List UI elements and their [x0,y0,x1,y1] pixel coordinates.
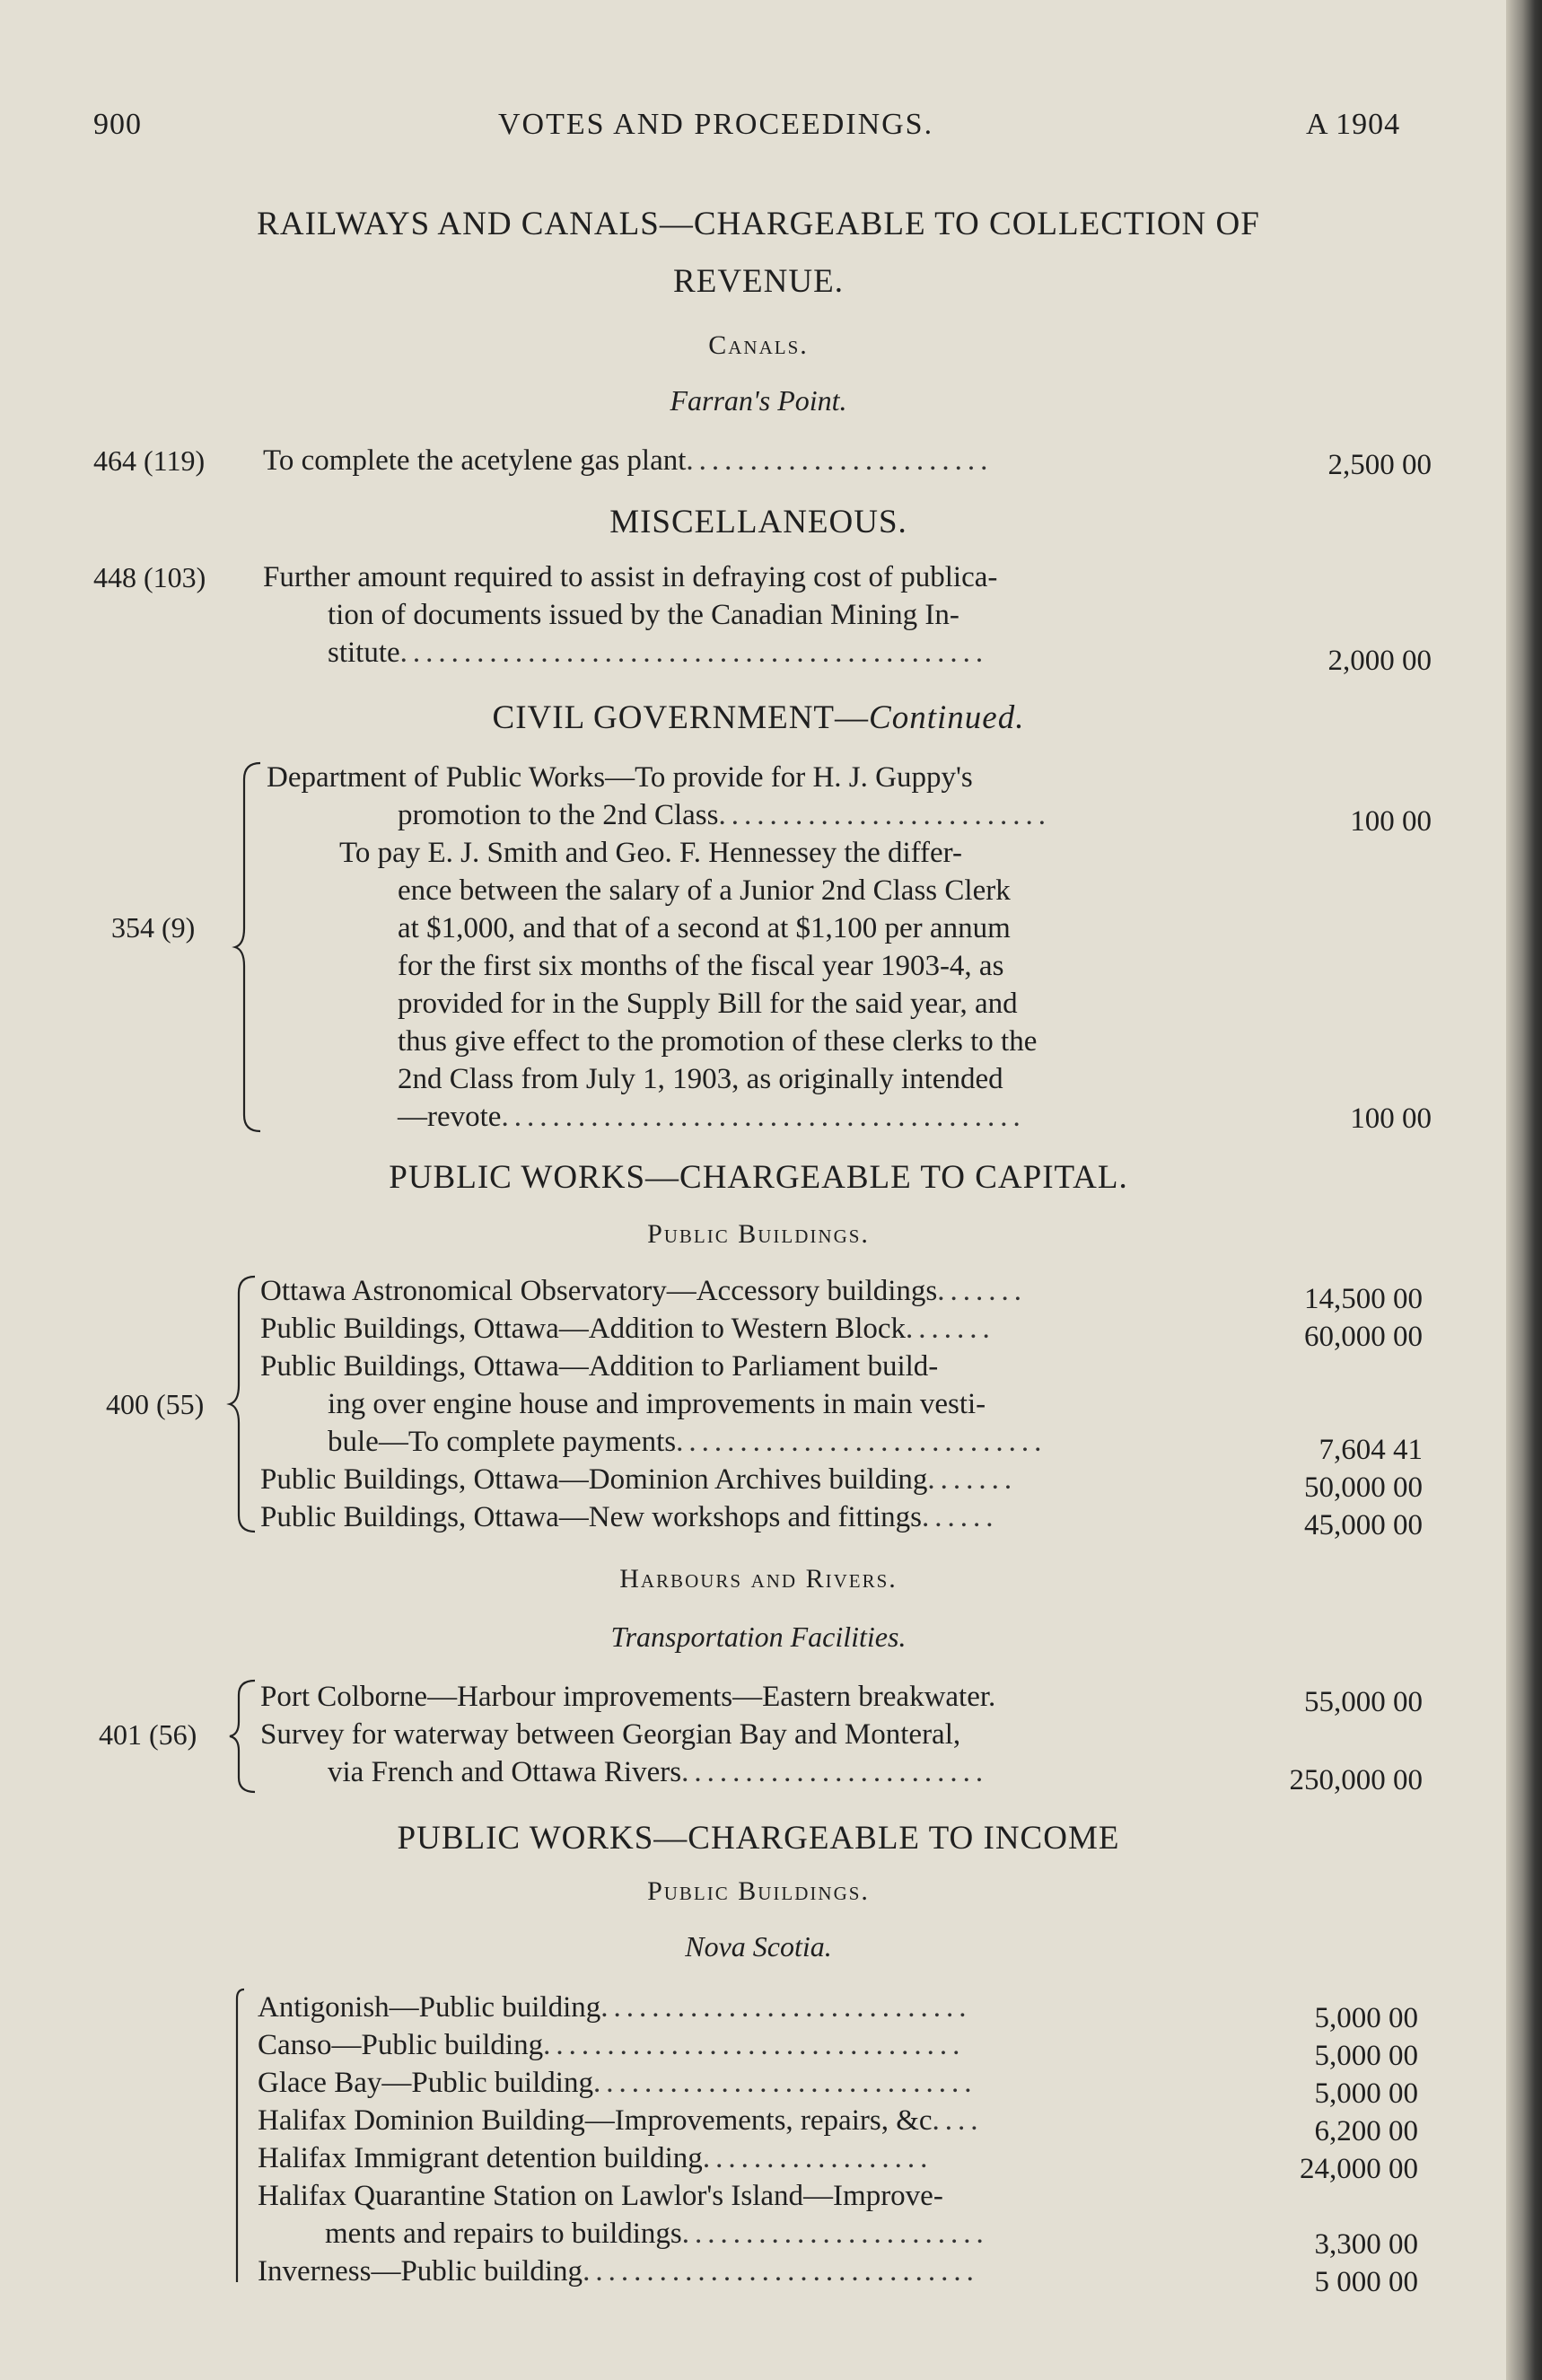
page-number: 900 [93,108,142,141]
running-title: VOTES AND PROCEEDINGS. [498,108,934,141]
item-text: ments and repairs to buildings [325,2218,682,2250]
item-text-line: provided for in the Supply Bill for the said year, and [398,988,1018,1020]
line-item [260,1681,995,1714]
subheading-farrans-point: Farran's Point. [670,384,847,417]
curly-brace [232,760,267,1135]
item-amount: 250,000 00 [1289,1764,1423,1796]
item-text-line: Department of Public Works—To provide for H. J. Guppy's [267,761,973,794]
item-text-line: Survey for waterway between Georgian Bay and Monteral, [260,1718,961,1751]
item-amount: 2,500 00 [1327,449,1432,481]
item-text: Ottawa Astronomical Observatory—Accessory buildings [260,1275,938,1307]
item-text: Port Colborne—Harbour improvements—Eastern breakwater. [260,1681,996,1713]
item-text-line: ing over engine house and improvements in main vesti- [328,1388,986,1420]
line-item: bule—To complete payments............................. [328,1426,1047,1458]
item-text: via French and Ottawa Rivers [328,1756,682,1788]
section-heading-misc: MISCELLANEOUS. [609,504,907,540]
item-amount: 100 00 [1350,805,1432,838]
item-text: Halifax Immigrant detention building [258,2142,703,2174]
line-item: To complete the acetylene gas plant........................ [263,444,994,477]
line-item: via French and Ottawa Rivers........................ [328,1756,989,1788]
subheading-canals: Canals. [708,330,809,360]
item-text: —revote [398,1101,502,1133]
subheading-transportation: Transportation Facilities. [610,1620,907,1653]
item-amount: 6,200 00 [1314,2115,1418,2147]
line-item: Canso—Public building................................. [258,2029,966,2061]
item-amount: 2,000 00 [1327,645,1432,677]
line-item: Antigonish—Public building............................. [258,1991,972,2024]
item-text-line: ence between the salary of a Junior 2nd Class Clerk [398,874,1011,907]
item-text-line: for the first six months of the fiscal year 1903-4, as [398,950,1004,982]
item-text: promotion to the 2nd Class [398,799,719,831]
line-item: Halifax Immigrant detention building.................. [258,2142,933,2174]
item-amount: 60,000 00 [1304,1321,1423,1353]
item-text: Public Buildings, Ottawa—Addition to Western Block [260,1313,907,1345]
line-item: stitute.............................................. [328,637,989,669]
item-text-line: To pay E. J. Smith and Geo. F. Hennessey the differ- [339,837,962,869]
item-text: Halifax Dominion Building—Improvements, repairs, &c [258,2104,933,2137]
item-text-line: 2nd Class from July 1, 1903, as originally intended [398,1063,1003,1095]
item-text-line: Further amount required to assist in defraying cost of publica- [263,561,998,593]
item-text-line: Halifax Quarantine Station on Lawlor's Island—Improve- [258,2180,943,2212]
line-item: Public Buildings, Ottawa—New workshops and fittings...... [260,1501,999,1533]
item-amount: 5 000 00 [1314,2266,1418,2298]
line-item: Glace Bay—Public building.............................. [258,2067,977,2099]
item-amount: 7,604 41 [1319,1434,1423,1466]
item-text: Canso—Public building [258,2029,544,2061]
curly-brace [226,1273,262,1535]
item-text: Inverness—Public building [258,2255,583,2288]
section-heading-railways-cont: REVENUE. [673,263,844,300]
line-item: Public Buildings, Ottawa—Addition to Western Block....... [260,1313,995,1345]
item-text-line: Public Buildings, Ottawa—Addition to Parliament build- [260,1350,939,1383]
section-heading-railways: RAILWAYS AND CANALS—CHARGEABLE TO COLLECTION OF [257,206,1260,242]
item-amount: 55,000 00 [1304,1686,1423,1718]
item-text: Public Buildings, Ottawa—Dominion Archives building [260,1463,928,1496]
subheading-harbours-rivers: Harbours and Rivers. [619,1564,898,1594]
line-item: Public Buildings, Ottawa—Dominion Archives building....... [260,1463,1018,1496]
item-amount: 14,500 00 [1304,1283,1423,1315]
item-text: stitute [328,637,400,669]
item-text: Antigonish—Public building [258,1991,601,2024]
item-text-line: thus give effect to the promotion of these clerks to the [398,1025,1038,1058]
vote-number: 448 (103) [93,561,206,593]
curly-brace [226,1677,262,1796]
item-text-line: tion of documents issued by the Canadian Mining In- [328,599,959,631]
line-item: Ottawa Astronomical Observatory—Accessory buildings....... [260,1275,1028,1307]
vote-number: 400 (55) [106,1388,205,1420]
line-item: ments and repairs to buildings........................ [325,2218,989,2250]
item-amount: 50,000 00 [1304,1471,1423,1504]
item-text: Public Buildings, Ottawa—New workshops and fittings [260,1501,922,1533]
running-year: A 1904 [1306,108,1401,141]
item-amount: 5,000 00 [1314,2002,1418,2034]
line-item: Halifax Dominion Building—Improvements, repairs, &c.... [258,2104,984,2137]
section-heading-pw-capital: PUBLIC WORKS—CHARGEABLE TO CAPITAL. [389,1159,1128,1196]
continued-label: Continued. [869,699,1025,736]
item-amount: 100 00 [1350,1102,1432,1135]
item-amount: 5,000 00 [1314,2040,1418,2072]
subheading-public-buildings: Public Buildings. [647,1219,870,1249]
item-text: bule—To complete payments [328,1426,677,1458]
item-amount: 5,000 00 [1314,2077,1418,2110]
line-item: —revote......................................... [398,1101,1026,1133]
item-amount: 3,300 00 [1314,2228,1418,2261]
square-bracket [232,1986,250,2286]
item-text-line: at $1,000, and that of a second at $1,100 per annum [398,912,1011,944]
item-text: To complete the acetylene gas plant [263,444,687,477]
vote-number: 354 (9) [111,911,196,944]
subheading-public-buildings: Public Buildings. [647,1876,870,1906]
section-heading-civil: CIVIL GOVERNMENT—Continued. [492,699,1025,736]
line-item: promotion to the 2nd Class.......................... [398,799,1051,831]
line-item: Inverness—Public building............................... [258,2255,979,2288]
item-amount: 24,000 00 [1300,2153,1418,2185]
item-text: Glace Bay—Public building [258,2067,593,2099]
section-heading-pw-income: PUBLIC WORKS—CHARGEABLE TO INCOME [397,1820,1120,1857]
item-amount: 45,000 00 [1304,1509,1423,1541]
subheading-nova-scotia: Nova Scotia. [685,1930,832,1963]
vote-number: 464 (119) [93,444,206,477]
vote-number: 401 (56) [99,1718,197,1751]
